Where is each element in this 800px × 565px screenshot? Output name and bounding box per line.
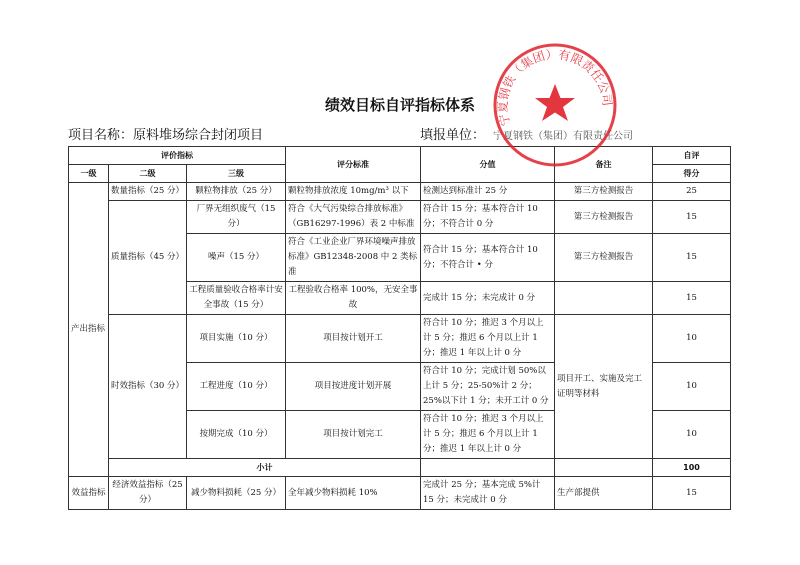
level3: 按期完成（10 分）	[187, 411, 286, 459]
remark: 第三方检测报告	[555, 183, 653, 201]
value: 符合计 10 分；推迟 3 个月以上计 5 分；推迟 6 个月以上计 1 分；推迟 1 年以上计 0 分	[421, 315, 555, 363]
score: 10	[653, 363, 731, 411]
subtotal-label: 小计	[109, 459, 421, 477]
criteria: 全年减少物料损耗 10%	[286, 477, 421, 510]
criteria: 符合《大气污染综合排放标准》（GB16297-1996）表 2 中标准	[286, 201, 421, 234]
level3: 厂界无组织废气（15 分）	[187, 201, 286, 234]
criteria: 项目按计划完工	[286, 411, 421, 459]
unit-value: 宁夏钢铁（集团）有限责任公司	[493, 131, 634, 142]
table-row	[69, 477, 731, 510]
header-self-eval: 自评	[653, 147, 731, 165]
level3: 减少物料损耗（25 分）	[187, 477, 286, 510]
reporting-unit	[420, 124, 633, 143]
score: 15	[653, 234, 731, 282]
criteria: 符合《工业企业厂界环境噪声排放标准》GB12348-2008 中 2 类标准	[286, 234, 421, 282]
header-level2: 二级	[109, 165, 187, 183]
level3: 工程质量验收合格率计安全事故（15 分）	[187, 282, 286, 315]
remark: 第三方检测报告	[555, 201, 653, 234]
empty-cell	[421, 459, 555, 477]
header-value: 分值	[421, 147, 555, 183]
subtotal-row	[69, 459, 731, 477]
page-title: 绩效目标自评指标体系	[324, 96, 475, 114]
table-row	[69, 183, 731, 201]
remark: 生产部提供	[555, 477, 653, 510]
level3: 工程进度（10 分）	[187, 363, 286, 411]
seal-text: 宁夏钢铁（集团）有限责任公司	[495, 47, 615, 128]
header-level3: 三级	[187, 165, 286, 183]
empty-cell	[555, 459, 653, 477]
criteria: 项目按进度计划开展	[286, 363, 421, 411]
score: 10	[653, 315, 731, 363]
indicator-table	[68, 146, 731, 510]
level2-economic: 经济效益指标（25 分）	[109, 477, 187, 510]
value: 完成计 15 分；未完成计 0 分	[421, 282, 555, 315]
criteria: 工程验收合格率 100%，无安全事故	[286, 282, 421, 315]
header-score: 得分	[653, 165, 731, 183]
score: 15	[653, 282, 731, 315]
value: 检测达到标准计 25 分	[421, 183, 555, 201]
level2-quantity: 数量指标（25 分）	[109, 183, 187, 201]
remark	[555, 282, 653, 315]
value: 符合计 10 分；推迟 3 个月以上计 5 分；推迟 6 个月以上计 1 分；推迟 1 年以上计 0 分	[421, 411, 555, 459]
level2-quality: 质量指标（45 分）	[109, 201, 187, 315]
subtotal-score: 100	[653, 459, 731, 477]
value: 符合计 15 分；基本符合计 10 分；不符合计 0 分	[421, 201, 555, 234]
score: 15	[653, 477, 731, 510]
level3: 项目实施（10 分）	[187, 315, 286, 363]
score: 15	[653, 201, 731, 234]
score: 25	[653, 183, 731, 201]
table-row	[69, 201, 731, 234]
project-name	[68, 124, 263, 143]
value: 符合计 10 分；完成计划 50%以上计 5 分；25-50%计 2 分；25%以下计 1 分；未开工计 0 分	[421, 363, 555, 411]
value: 完成计 25 分；基本完成 5%计 15 分；未完成计 0 分	[421, 477, 555, 510]
level1-benefit: 效益指标	[69, 477, 109, 510]
level3: 颗粒物排放（25 分）	[187, 183, 286, 201]
project-value: 原料堆场综合封闭项目	[133, 128, 264, 143]
header-criteria: 评分标准	[286, 147, 421, 183]
remark: 第三方检测报告	[555, 234, 653, 282]
level2-timeliness: 时效指标（30 分）	[109, 315, 187, 459]
table-row	[69, 315, 731, 363]
criteria: 颗粒物排放浓度 10mg/m³ 以下	[286, 183, 421, 201]
level3: 噪声（15 分）	[187, 234, 286, 282]
value: 符合计 15 分；基本符合计 10 分；不符合计 • 分	[421, 234, 555, 282]
unit-label: 填报单位：	[420, 128, 486, 143]
header-eval-index: 评价指标	[69, 147, 286, 165]
header-level1: 一级	[69, 165, 109, 183]
remark: 项目开工、实施及完工证明等材料	[555, 315, 653, 459]
score: 10	[653, 411, 731, 459]
header-remark: 备注	[555, 147, 653, 183]
criteria: 项目按计划开工	[286, 315, 421, 363]
level1-output: 产出指标	[69, 183, 109, 477]
project-label: 项目名称：	[68, 128, 134, 143]
